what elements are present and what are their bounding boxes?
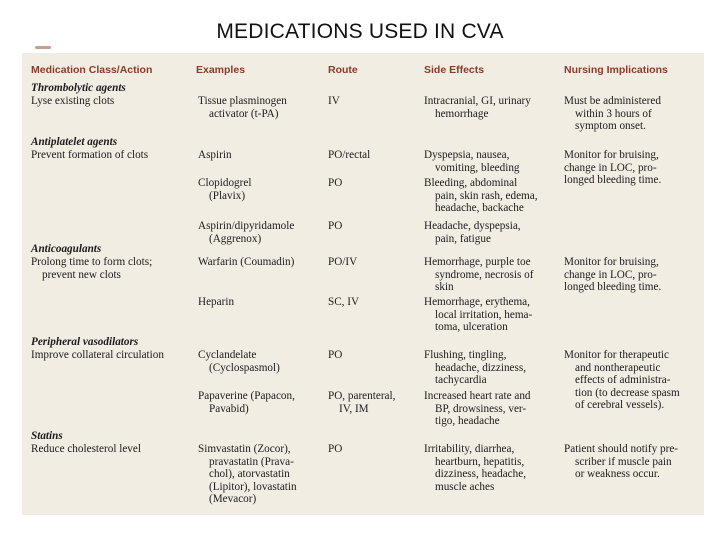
- nursing-line: Patient should notify pre-: [564, 443, 679, 455]
- class-name: Anticoagulants: [31, 243, 102, 255]
- side-effect-line: BP, drowsiness, ver-: [435, 402, 527, 415]
- accent-mark: [35, 46, 51, 49]
- side-effect-line: local irritation, hema-: [435, 308, 533, 321]
- nursing-line: change in LOC, pro-: [564, 268, 657, 281]
- nursing-line: longed bleeding time.: [564, 174, 662, 187]
- example-line: Warfarin (Coumadin): [198, 256, 295, 268]
- side-effect-line: hemorrhage: [435, 107, 489, 120]
- class-action: Prevent formation of clots: [31, 149, 149, 161]
- side-effect-line: syndrome, necrosis of: [435, 268, 534, 281]
- example-line: Simvastatin (Zocor),: [198, 443, 291, 455]
- route: PO/rectal: [328, 149, 371, 161]
- side-effect-line: heartburn, hepatitis,: [435, 455, 525, 468]
- class-action: prevent new clots: [42, 268, 121, 281]
- side-effect-line: pain, skin rash, edema,: [435, 189, 538, 202]
- header-side-effects: Side Effects: [424, 64, 485, 76]
- example-line: (Plavix): [209, 189, 246, 202]
- nursing-line: Must be administered: [564, 95, 661, 107]
- medications-table: [22, 53, 704, 515]
- route: PO: [328, 443, 343, 455]
- side-effect-line: muscle aches: [435, 480, 495, 493]
- example-line: activator (t-PA): [209, 107, 279, 120]
- route: PO/IV: [328, 256, 358, 268]
- class-name: Peripheral vasodilators: [31, 336, 139, 348]
- nursing-line: effects of administra-: [575, 374, 671, 387]
- class-name: Statins: [31, 430, 63, 442]
- header-examples: Examples: [196, 64, 246, 76]
- example-line: Tissue plasminogen: [198, 95, 287, 107]
- side-effect-line: Flushing, tingling,: [424, 349, 507, 361]
- class-action: Improve collateral circulation: [31, 349, 164, 361]
- route: IV: [328, 95, 340, 107]
- example-line: Papaverine (Papacon,: [198, 390, 295, 402]
- route: IV, IM: [339, 402, 369, 415]
- class-name: Antiplatelet agents: [31, 136, 118, 148]
- route: SC, IV: [328, 296, 360, 308]
- example-line: Pavabid): [209, 402, 249, 415]
- example-line: Aspirin: [198, 149, 232, 161]
- side-effect-line: toma, ulceration: [435, 321, 508, 334]
- side-effect-line: Dyspepsia, nausea,: [424, 149, 510, 161]
- side-effect-line: Bleeding, abdominal: [424, 177, 518, 189]
- route: PO: [328, 177, 343, 189]
- nursing-line: symptom onset.: [575, 120, 646, 133]
- nursing-line: Monitor for therapeutic: [564, 349, 670, 361]
- class-action: Prolong time to form clots;: [31, 256, 153, 268]
- nursing-line: change in LOC, pro-: [564, 161, 657, 174]
- example-line: Aspirin/dipyridamole: [198, 220, 295, 232]
- example-line: (Lipitor), lovastatin: [209, 480, 297, 493]
- nursing-line: longed bleeding time.: [564, 281, 662, 294]
- header-class-action: Medication Class/Action: [31, 64, 153, 76]
- example-line: Heparin: [198, 296, 235, 308]
- route: PO: [328, 349, 343, 361]
- example-line: pravastatin (Prava-: [209, 455, 294, 468]
- nursing-line: Monitor for bruising,: [564, 149, 659, 161]
- side-effect-line: Increased heart rate and: [424, 390, 531, 402]
- route: PO, parenteral,: [328, 390, 396, 402]
- header-nursing: Nursing Implications: [564, 64, 668, 76]
- side-effect-line: tigo, headache: [435, 415, 500, 428]
- side-effect-line: Intracranial, GI, urinary: [424, 95, 531, 107]
- side-effect-line: Hemorrhage, erythema,: [424, 296, 530, 308]
- route: PO: [328, 220, 343, 232]
- side-effect-line: Headache, dyspepsia,: [424, 220, 521, 232]
- example-line: Clopidogrel: [198, 177, 252, 189]
- class-action: Lyse existing clots: [31, 95, 115, 107]
- nursing-line: of cerebral vessels).: [575, 399, 665, 412]
- header-route: Route: [328, 64, 358, 76]
- side-effect-line: skin: [435, 281, 454, 294]
- class-action: Reduce cholesterol level: [31, 443, 141, 455]
- side-effect-line: vomiting, bleeding: [435, 161, 520, 174]
- nursing-line: or weakness occur.: [575, 468, 660, 481]
- nursing-line: and nontherapeutic: [575, 361, 661, 374]
- example-line: (Aggrenox): [209, 232, 262, 245]
- example-line: chol), atorvastatin: [209, 468, 290, 481]
- example-line: (Cyclospasmol): [209, 361, 280, 374]
- nursing-line: Monitor for bruising,: [564, 256, 659, 268]
- side-effect-line: headache, dizziness,: [435, 361, 527, 374]
- side-effect-line: Hemorrhage, purple toe: [424, 256, 531, 268]
- nursing-line: within 3 hours of: [575, 107, 652, 120]
- nursing-line: tion (to decrease spasm: [575, 386, 680, 399]
- side-effect-line: dizziness, headache,: [435, 468, 527, 481]
- side-effect-line: headache, backache: [435, 202, 524, 215]
- example-line: (Mevacor): [209, 493, 257, 506]
- side-effect-line: Irritability, diarrhea,: [424, 443, 515, 455]
- nursing-line: scriber if muscle pain: [575, 455, 672, 468]
- side-effect-line: pain, fatigue: [435, 232, 491, 245]
- class-name: Thrombolytic agents: [31, 82, 126, 94]
- slide-title: MEDICATIONS USED IN CVA: [216, 20, 504, 43]
- example-line: Cyclandelate: [198, 349, 257, 361]
- side-effect-line: tachycardia: [435, 374, 487, 387]
